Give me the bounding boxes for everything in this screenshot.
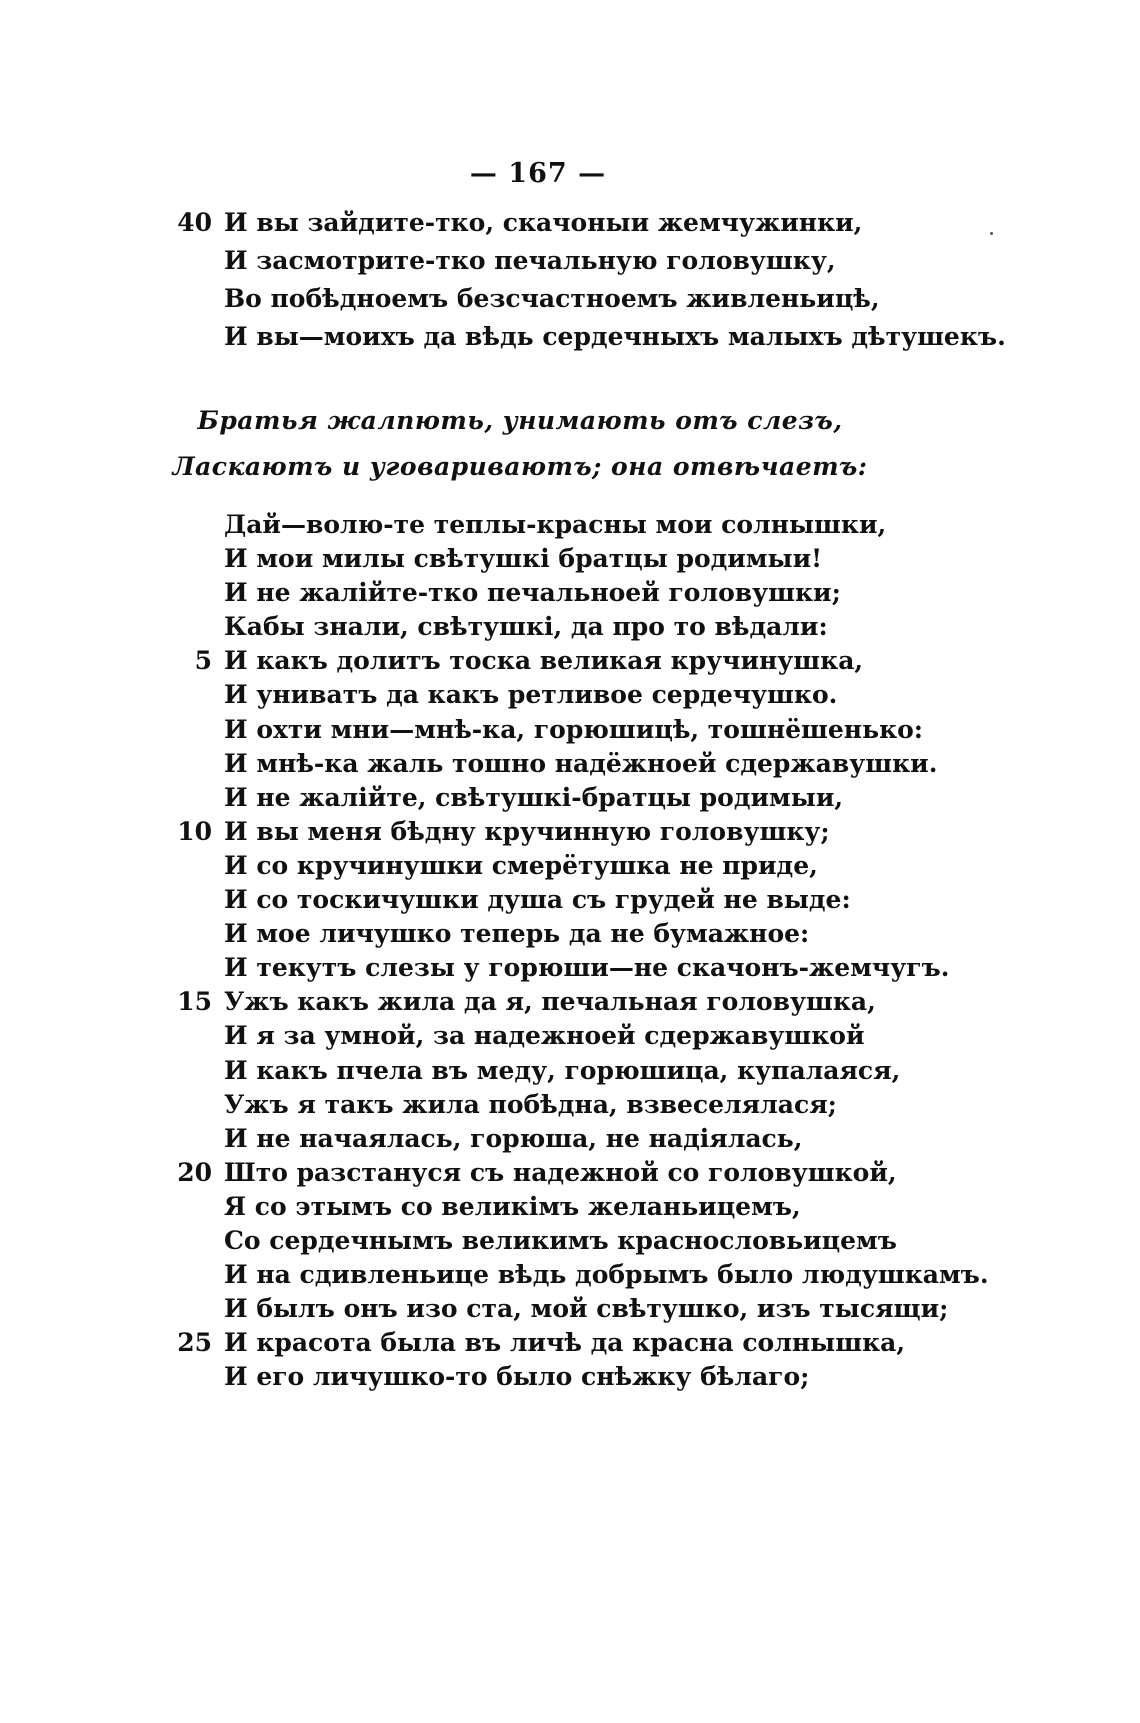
verse-text: И не жалійте-тко печальноей головушки; — [224, 578, 841, 608]
verse-text: И мнѣ-ка жаль тошно надёжноей сдержавушки. — [224, 748, 938, 778]
verse-line — [0, 576, 1140, 610]
verse-text: И красота была въ личѣ да красна солнышка, — [224, 1328, 906, 1358]
verse-line — [0, 1054, 1140, 1088]
verse-line — [0, 508, 1140, 542]
verse-text: И текутъ слезы у горюши—не скачонъ-жемчугъ. — [224, 953, 950, 983]
page-number: — 167 — — [469, 158, 607, 189]
verse-line — [0, 318, 1140, 356]
line-number: 25 — [177, 1328, 212, 1358]
line-number: 15 — [177, 987, 212, 1017]
verse-text: И былъ онъ изо ста, мой свѣтушко, изъ тысящи; — [224, 1294, 949, 1324]
verse-text: И вы меня бѣдну кручинную головушку; — [224, 816, 830, 846]
verse-line — [0, 781, 1140, 815]
line-number: 20 — [177, 1157, 212, 1187]
verse-text: И какъ пчела въ меду, горюшица, купалаяся, — [224, 1055, 901, 1085]
verse-text: И не жалійте, свѣтушкі-братцы родимыи, — [224, 782, 844, 812]
verse-line — [0, 1122, 1140, 1156]
verse-text: Со сердечнымъ великимъ краснословьицемъ — [224, 1225, 897, 1255]
verse-text: И я за умной, за надежноей сдержавушкой — [224, 1021, 865, 1051]
line-number: 10 — [177, 816, 212, 846]
verse-text: И мое личушко теперь да не бумажное: — [224, 919, 810, 949]
verse-text: И вы зайдите-тко, скачоныи жемчужинки, — [224, 208, 863, 237]
verse-text: Што разстануся съ надежной со головушкой, — [224, 1157, 897, 1187]
verse-line — [0, 280, 1140, 318]
verse-line — [0, 1019, 1140, 1053]
verse-line — [0, 713, 1140, 747]
verse-line — [0, 747, 1140, 781]
verse-text: И на сдивленьице вѣдь добрымъ было людушкамъ. — [224, 1260, 989, 1290]
verse-text: Дай—волю-те теплы-красны мои солнышки, — [224, 510, 887, 539]
verse-line — [0, 985, 1140, 1019]
verse-line — [0, 1088, 1140, 1122]
stanza-1 — [0, 204, 1140, 356]
line-number: 5 — [194, 646, 212, 676]
verse-text: И его личушко-то было снѣжку бѣлаго; — [224, 1362, 810, 1392]
verse-text: И охти мни—мнѣ-ка, горюшицѣ, тошнёшенько: — [224, 714, 924, 744]
verse-line — [0, 610, 1140, 644]
stage-direction-line-1: Братья жалпють, унимають отъ слезъ, — [197, 406, 843, 435]
verse-line — [0, 644, 1140, 678]
stage-direction — [0, 398, 1040, 490]
verse-text: Ужъ какъ жила да я, печальная головушка, — [224, 987, 876, 1017]
verse-text: Во побѣдноемъ безсчастноемъ живленьицѣ, — [224, 284, 880, 313]
verse-line — [0, 1292, 1140, 1326]
verse-text: И мои милы свѣтушкі братцы родимыи! — [224, 544, 823, 574]
verse-line — [0, 815, 1140, 849]
verse-text: И вы—моихъ да вѣдь сердечныхъ малыхъ дѣтушекъ. — [224, 322, 1006, 351]
verse-text: Кабы знали, свѣтушкі, да про то вѣдали: — [224, 612, 828, 642]
verse-line — [0, 1224, 1140, 1258]
line-number: 40 — [177, 208, 212, 237]
verse-line — [0, 1258, 1140, 1292]
verse-text: И засмотрите-тко печальную головушку, — [224, 246, 836, 275]
verse-text: Ужъ я такъ жила побѣдна, взвеселялася; — [224, 1089, 837, 1119]
verse-line — [0, 204, 1140, 242]
verse-line — [0, 542, 1140, 576]
verse-line — [0, 1156, 1140, 1190]
verse-text: И не начаялась, горюша, не надіялась, — [224, 1123, 803, 1153]
verse-line — [0, 849, 1140, 883]
verse-text: И какъ долитъ тоска великая кручинушка, — [224, 646, 864, 676]
verse-line — [0, 678, 1140, 712]
verse-text: И униватъ да какъ ретливое сердечушко. — [224, 680, 838, 710]
verse-line — [0, 1326, 1140, 1360]
verse-text: Я со этымъ со великімъ желаньицемъ, — [224, 1191, 801, 1221]
verse-line — [0, 1360, 1140, 1394]
verse-line — [0, 951, 1140, 985]
verse-text: И со кручинушки смерётушка не приде, — [224, 850, 818, 880]
verse-text: И со тоскичушки душа съ грудей не выде: — [224, 885, 851, 915]
verse-line — [0, 242, 1140, 280]
verse-line — [0, 917, 1140, 951]
verse-line — [0, 1190, 1140, 1224]
verse-line — [0, 883, 1140, 917]
stanza-2 — [0, 508, 1140, 1394]
stage-direction-line-2: Ласкаютъ и уговариваютъ; она отвѣчаетъ: — [172, 452, 868, 481]
